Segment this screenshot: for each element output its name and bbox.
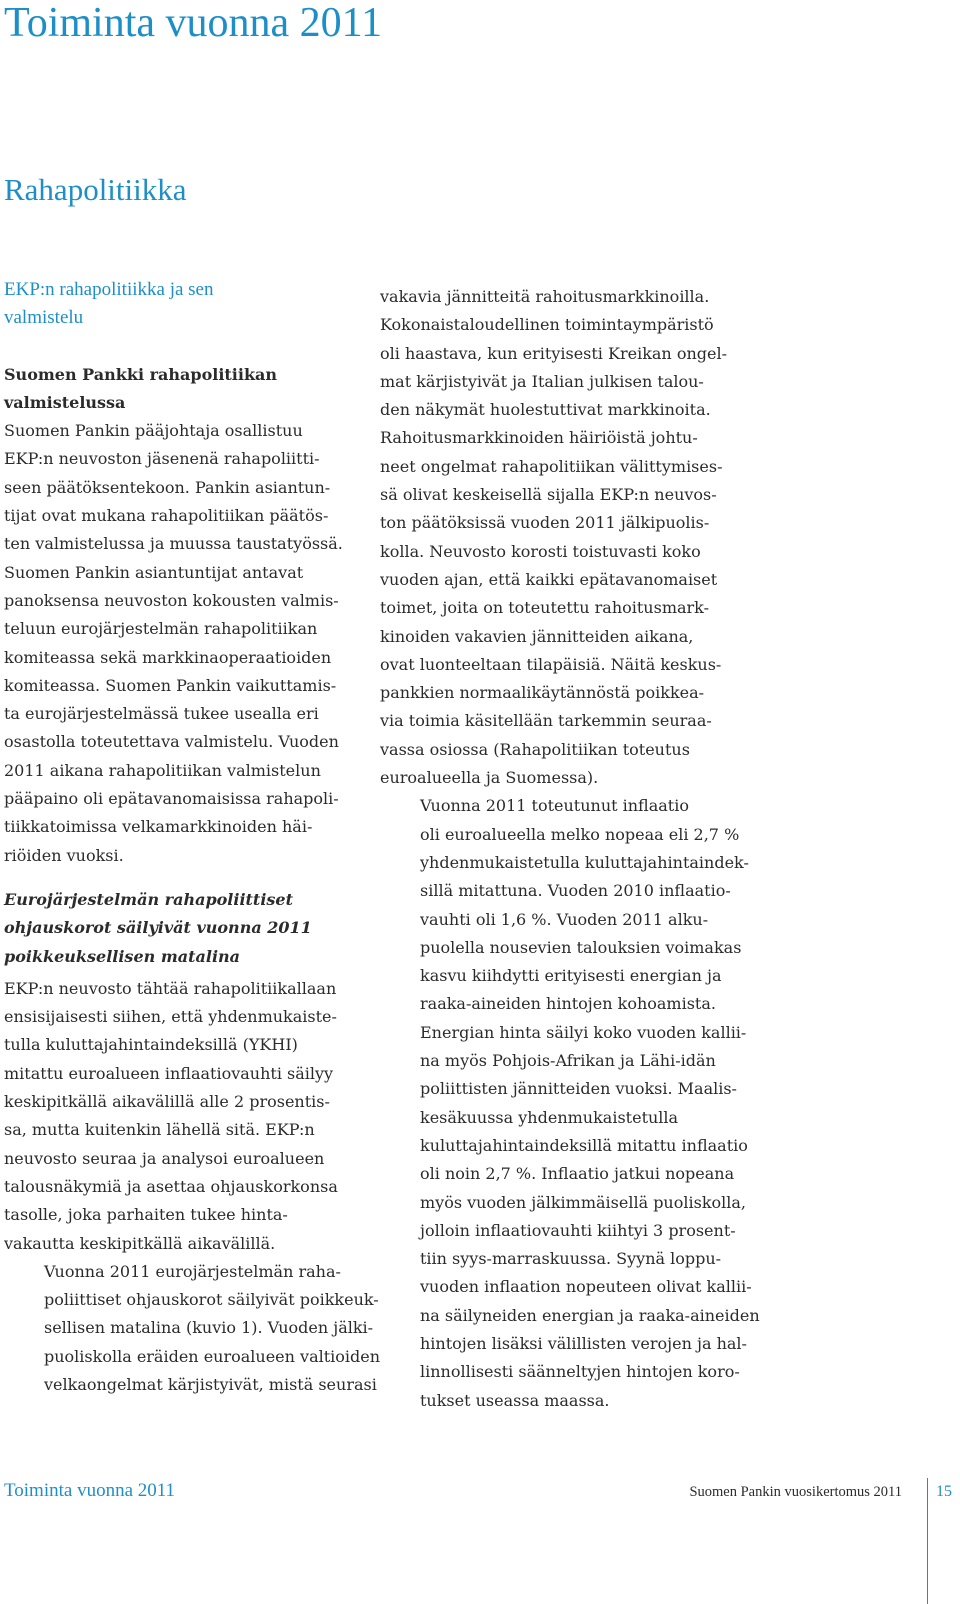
text-line: komiteassa sekä markkinaoperaatioiden bbox=[4, 647, 332, 667]
text-line: panoksensa neuvoston kokousten valmis- bbox=[4, 590, 339, 610]
text-line: ten valmistelussa ja muussa taustatyössä. bbox=[4, 534, 343, 554]
text-line: sa, mutta kuitenkin lähellä sitä. EKP:n bbox=[4, 1120, 315, 1140]
text-line: neet ongelmat rahapolitiikan välittymises- bbox=[380, 456, 723, 476]
text-line: Vuonna 2011 toteutunut inflaatio bbox=[420, 796, 689, 816]
text-line: Suomen Pankin pääjohtaja osallistuu bbox=[4, 421, 303, 441]
text-line: raaka-aineiden hintojen kohoamista. bbox=[420, 994, 716, 1014]
text-line: ton päätöksissä vuoden 2011 jälkipuolis- bbox=[380, 513, 710, 533]
text-line: tukset useassa maassa. bbox=[420, 1390, 610, 1410]
text-line: Suomen Pankin asiantuntijat antavat bbox=[4, 562, 304, 582]
text-line: valmistelussa bbox=[4, 392, 126, 412]
text-line: sellisen matalina (kuvio 1). Vuoden jälki- bbox=[44, 1318, 374, 1338]
text-line: oli noin 2,7 %. Inflaatio jatkui nopeana bbox=[420, 1164, 735, 1184]
text-line: yhdenmukaistetulla kuluttajahintaindek- bbox=[420, 852, 749, 872]
italic-subheading bbox=[4, 886, 354, 971]
text-line: hintojen lisäksi välillisten verojen ja hal- bbox=[420, 1333, 747, 1353]
footer-divider bbox=[927, 1478, 928, 1604]
text-line: vakautta keskipitkällä aikavälillä. bbox=[4, 1233, 276, 1253]
text-line: teluun eurojärjestelmän rahapolitiikan bbox=[4, 619, 318, 639]
text-line: poikkeuksellisen matalina bbox=[4, 946, 241, 966]
text-line: EKP:n rahapolitiikka ja sen bbox=[4, 279, 214, 300]
text-line: neuvosto seuraa ja analysoi euroalueen bbox=[4, 1148, 325, 1168]
text-line: Vuonna 2011 eurojärjestelmän raha- bbox=[44, 1261, 341, 1281]
text-line: Suomen Pankki rahapolitiikan bbox=[4, 364, 278, 384]
text-line: pankkien normaalikäytännöstä poikkea- bbox=[380, 683, 705, 703]
subsubsection-heading bbox=[4, 361, 354, 418]
text-line: mitattu euroalueen inflaatiovauhti säilyy bbox=[4, 1063, 334, 1083]
text-line: vuoden ajan, että kaikki epätavanomaiset bbox=[380, 569, 718, 589]
text-line: mat kärjistyivät ja Italian julkisen talou- bbox=[380, 371, 704, 391]
paragraph-1 bbox=[4, 417, 354, 870]
text-line: ensisijaisesti siihen, että yhdenmukaiste- bbox=[4, 1007, 337, 1027]
text-line: tulla kuluttajahintaindeksillä (YKHI) bbox=[4, 1035, 298, 1055]
text-line: myös vuoden jälkimmäisellä puoliskolla, bbox=[420, 1192, 746, 1212]
text-line: kasvu kiihdytti erityisesti energian ja bbox=[420, 966, 722, 986]
text-line: den näkymät huolestuttivat markkinoita. bbox=[380, 400, 711, 420]
footer-section-label: Toiminta vuonna 2011 bbox=[4, 1480, 176, 1501]
text-line: ta eurojärjestelmässä tukee usealla eri bbox=[4, 704, 319, 724]
text-line: vuoden inflaation nopeuteen olivat kallii- bbox=[420, 1277, 752, 1297]
text-line: 2011 aikana rahapolitiikan valmistelun bbox=[4, 760, 321, 780]
text-line: valmistelu bbox=[4, 307, 84, 329]
text-line: oli euroalueella melko nopeaa eli 2,7 % bbox=[420, 824, 740, 844]
text-line: na säilyneiden energian ja raaka-aineiden bbox=[420, 1305, 760, 1325]
text-line: sä olivat keskeisellä sijalla EKP:n neuvos- bbox=[380, 485, 717, 505]
text-line: keskipitkällä aikavälillä alle 2 prosentis- bbox=[4, 1092, 330, 1112]
text-line: sillä mitattuna. Vuoden 2010 inflaatio- bbox=[420, 881, 731, 901]
text-line: osastolla toteutettava valmistelu. Vuoden bbox=[4, 732, 339, 752]
text-line: puolella nousevien talouksien voimakas bbox=[420, 937, 742, 957]
text-line: puoliskolla eräiden euroalueen valtioiden bbox=[44, 1346, 381, 1366]
paragraph-3 bbox=[4, 1258, 381, 1399]
text-line: na myös Pohjois-Afrikan ja Lähi-idän bbox=[420, 1051, 716, 1071]
text-line: EKP:n neuvoston jäsenenä rahapoliitti- bbox=[4, 449, 320, 469]
text-line: tijat ovat mukana rahapolitiikan päätös- bbox=[4, 506, 329, 526]
text-line: euroalueella ja Suomessa). bbox=[380, 768, 599, 788]
text-line: vauhti oli 1,6 %. Vuoden 2011 alku- bbox=[420, 909, 709, 929]
text-line: jolloin inflaatiovauhti kiihtyi 3 prosent- bbox=[420, 1220, 736, 1240]
text-line: linnollisesti säänneltyjen hintojen koro- bbox=[420, 1362, 740, 1382]
text-line: poliittiset ohjauskorot säilyivät poikkeuk- bbox=[44, 1290, 379, 1310]
text-line: vassa osiossa (Rahapolitiikan toteutus bbox=[380, 739, 690, 759]
text-line: kesäkuussa yhdenmukaistetulla bbox=[420, 1107, 679, 1127]
text-line: tasolle, joka parhaiten tukee hinta- bbox=[4, 1205, 288, 1225]
text-line: kinoiden vakavien jännitteiden aikana, bbox=[380, 626, 694, 646]
text-line: Rahoitusmarkkinoiden häiriöistä johtu- bbox=[380, 428, 698, 448]
subsection-heading bbox=[4, 276, 354, 333]
text-line: kolla. Neuvosto korosti toistuvasti koko bbox=[380, 541, 701, 561]
text-line: kuluttajahintaindeksillä mitattu inflaatio bbox=[420, 1135, 748, 1155]
text-line: talousnäkymiä ja asettaa ohjauskorkonsa bbox=[4, 1176, 338, 1196]
text-line: Kokonaistaloudellinen toimintaympäristö bbox=[380, 315, 714, 335]
text-line: toimet, joita on toteutettu rahoitusmark- bbox=[380, 598, 709, 618]
paragraph-2 bbox=[4, 975, 354, 1258]
footer-publication-title: Suomen Pankin vuosikertomus 2011 bbox=[689, 1484, 902, 1500]
section-title: Rahapolitiikka bbox=[4, 172, 187, 207]
text-line: vakavia jännitteitä rahoitusmarkkinoilla. bbox=[380, 287, 710, 306]
text-line: ohjauskorot säilyivät vuonna 2011 bbox=[4, 918, 312, 938]
page-title: Toiminta vuonna 2011 bbox=[4, 0, 383, 46]
text-line: velkaongelmat kärjistyivät, mistä seurasi bbox=[44, 1374, 377, 1394]
text-line: seen päätöksentekoon. Pankin asiantun- bbox=[4, 477, 331, 497]
page-number: 15 bbox=[936, 1483, 952, 1500]
text-line: komiteassa. Suomen Pankin vaikuttamis- bbox=[4, 675, 337, 695]
text-line: riöiden vuoksi. bbox=[4, 845, 124, 865]
paragraph-5 bbox=[380, 792, 760, 1415]
text-line: poliittisten jännitteiden vuoksi. Maalis- bbox=[420, 1079, 737, 1099]
right-column bbox=[380, 283, 760, 1415]
left-column bbox=[4, 276, 381, 1399]
text-line: oli haastava, kun erityisesti Kreikan ongel- bbox=[380, 343, 727, 363]
text-line: tiikkatoimissa velkamarkkinoiden häi- bbox=[4, 817, 313, 837]
text-line: ovat luonteeltaan tilapäisiä. Näitä keskus- bbox=[380, 654, 722, 674]
text-line: EKP:n neuvosto tähtää rahapolitiikallaan bbox=[4, 978, 337, 998]
text-line: Energian hinta säilyi koko vuoden kallii- bbox=[420, 1022, 747, 1042]
text-line: pääpaino oli epätavanomaisissa rahapoli- bbox=[4, 789, 339, 809]
text-line: via toimia käsitellään tarkemmin seuraa- bbox=[380, 711, 712, 731]
text-line: Eurojärjestelmän rahapoliittiset bbox=[4, 889, 293, 909]
paragraph-4 bbox=[380, 283, 727, 792]
text-line: tiin syys-marraskuussa. Syynä loppu- bbox=[420, 1249, 722, 1269]
